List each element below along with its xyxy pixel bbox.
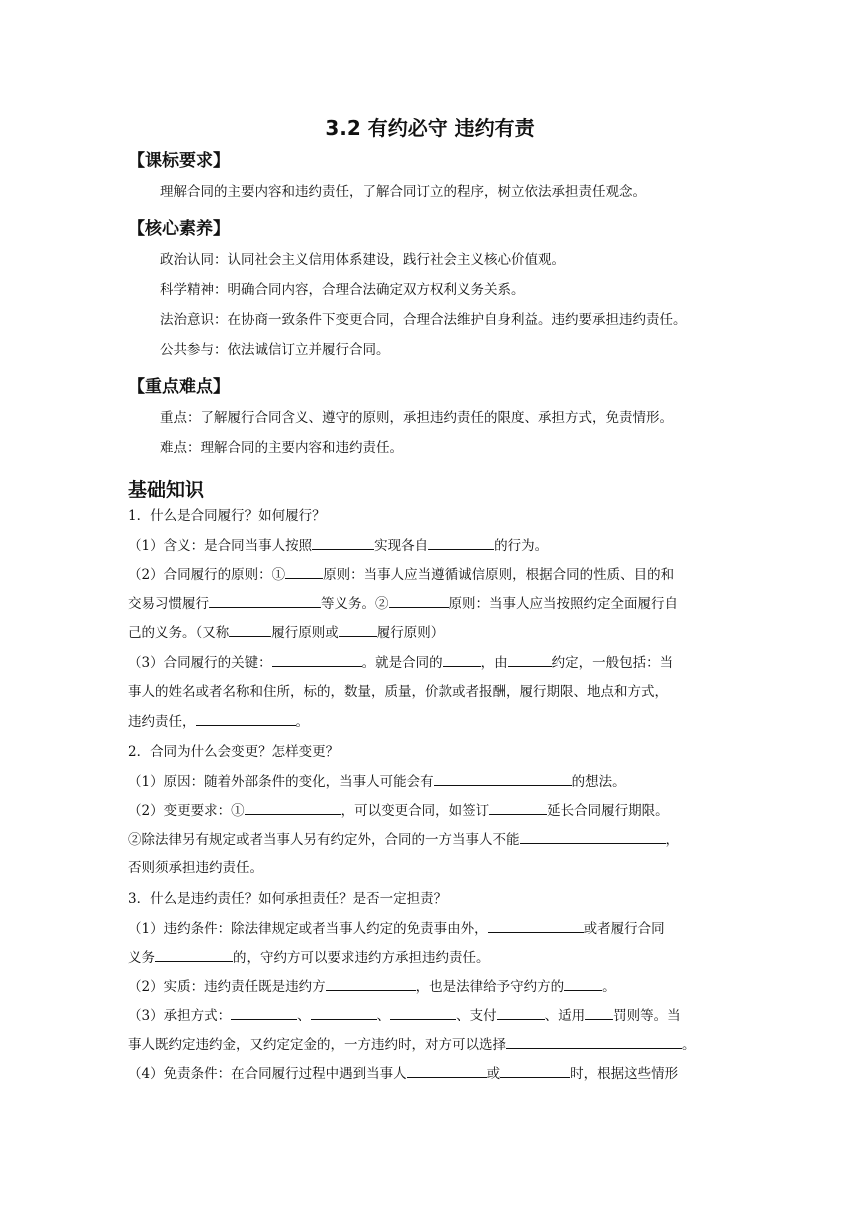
blank-field[interactable] bbox=[390, 1006, 456, 1020]
blank-field[interactable] bbox=[434, 772, 572, 786]
blank-field[interactable] bbox=[500, 1064, 570, 1078]
text: 实现各自 bbox=[374, 538, 429, 554]
text: 、 bbox=[376, 1008, 391, 1024]
section-heading-curriculum: 【课标要求】 bbox=[128, 151, 230, 171]
text-line bbox=[128, 977, 616, 996]
text: 、适用 bbox=[544, 1008, 586, 1024]
text: （2）变更要求：① bbox=[128, 803, 245, 819]
text: （3）合同履行的关键： bbox=[128, 655, 272, 671]
blank-field[interactable] bbox=[506, 1035, 682, 1049]
text-line bbox=[128, 948, 490, 967]
text: 。 bbox=[602, 979, 616, 995]
text-line bbox=[128, 1064, 678, 1083]
literacy-line: 法治意识：在协商一致条件下变更合同，合理合法维护自身利益。违约要承担违约责任。 bbox=[160, 312, 687, 328]
text: 履行原则） bbox=[376, 625, 445, 641]
text: ，由 bbox=[480, 655, 508, 671]
text: 违约责任， bbox=[128, 714, 196, 730]
text-line bbox=[128, 830, 679, 849]
text-line bbox=[128, 712, 309, 731]
curriculum-text: 理解合同的主要内容和违约责任，了解合同订立的程序，树立依法承担责任观念。 bbox=[160, 184, 646, 200]
blank-field[interactable] bbox=[508, 653, 552, 667]
text: 或 bbox=[486, 1066, 501, 1082]
text-line bbox=[128, 653, 673, 672]
text: 事人既约定违约金，又约定定金的，一方违约时，对方可以选择 bbox=[128, 1037, 506, 1053]
blank-field[interactable] bbox=[428, 536, 494, 550]
blank-field[interactable] bbox=[229, 623, 271, 637]
text: 时，根据这些情形 bbox=[570, 1066, 679, 1082]
text-line bbox=[128, 594, 678, 613]
question-2: 2．合同为什么会变更？怎样变更？ bbox=[128, 744, 340, 760]
blank-field[interactable] bbox=[389, 594, 449, 608]
blank-field[interactable] bbox=[231, 1006, 297, 1020]
text: ，可以变更合同，如签订 bbox=[340, 803, 490, 819]
text-line bbox=[128, 1006, 681, 1025]
text-line bbox=[128, 772, 626, 791]
blank-field[interactable] bbox=[443, 653, 481, 667]
text: （4）免责条件：在合同履行过程中遇到当事人 bbox=[128, 1066, 407, 1082]
text: （1）原因：随着外部条件的变化，当事人可能会有 bbox=[128, 774, 434, 790]
blank-field[interactable] bbox=[339, 623, 377, 637]
text: 履行原则或 bbox=[271, 625, 339, 641]
section-heading-basics: 基础知识 bbox=[128, 479, 205, 501]
text: 的行为。 bbox=[494, 538, 549, 554]
text: ②除法律另有规定或者当事人另有约定外，合同的一方当事人不能 bbox=[128, 832, 520, 848]
text: 。就是合同的 bbox=[361, 655, 443, 671]
text: （2）实质：违约责任既是违约方 bbox=[128, 979, 326, 995]
blank-field[interactable] bbox=[272, 653, 362, 667]
blank-field[interactable] bbox=[196, 712, 296, 726]
literacy-line: 政治认同：认同社会主义信用体系建设，践行社会主义核心价值观。 bbox=[160, 252, 565, 268]
text-line bbox=[128, 536, 548, 555]
text: （2）合同履行的原则：① bbox=[128, 567, 286, 583]
page-title: 3.2 有约必守 违约有责 bbox=[325, 116, 535, 140]
text: 交易习惯履行 bbox=[128, 596, 209, 612]
text: 义务 bbox=[128, 950, 155, 966]
text: 或者履行合同 bbox=[583, 921, 665, 937]
text: 己的义务。（又称 bbox=[128, 625, 230, 641]
text: 的想法。 bbox=[571, 774, 626, 790]
text-line bbox=[128, 919, 665, 938]
text: 、支付 bbox=[456, 1008, 497, 1024]
text: 原则：当事人应当按照约定全面履行自 bbox=[448, 596, 678, 612]
blank-field[interactable] bbox=[326, 977, 416, 991]
section-heading-key-points: 【重点难点】 bbox=[128, 377, 230, 397]
difficulty-line: 难点：理解合同的主要内容和违约责任。 bbox=[160, 440, 403, 456]
text-line bbox=[128, 1035, 696, 1054]
text: 罚则等。当 bbox=[613, 1008, 681, 1024]
text: 。 bbox=[295, 714, 309, 730]
blank-field[interactable] bbox=[209, 594, 321, 608]
text: （3）承担方式： bbox=[128, 1008, 232, 1024]
blank-field[interactable] bbox=[497, 1006, 545, 1020]
blank-field[interactable] bbox=[245, 801, 341, 815]
text-line bbox=[128, 623, 444, 642]
text: （1）含义：是合同当事人按照 bbox=[128, 538, 313, 554]
text-line bbox=[128, 801, 669, 820]
blank-field[interactable] bbox=[489, 801, 547, 815]
key-point-line: 重点：了解履行合同含义、遵守的原则，承担违约责任的限度、承担方式，免责情形。 bbox=[160, 410, 673, 426]
text: ， bbox=[665, 832, 679, 848]
text: 。 bbox=[682, 1037, 696, 1053]
text: 延长合同履行期限。 bbox=[547, 803, 669, 819]
text: 、 bbox=[297, 1008, 311, 1024]
text: 的，守约方可以要求违约方承担违约责任。 bbox=[233, 950, 490, 966]
text: 约定，一般包括：当 bbox=[551, 655, 674, 671]
text: 等义务。② bbox=[321, 596, 389, 612]
blank-field[interactable] bbox=[564, 977, 602, 991]
question-3: 3．什么是违约责任？如何承担责任？是否一定担责？ bbox=[128, 891, 448, 907]
text-line bbox=[128, 565, 674, 584]
blank-field[interactable] bbox=[285, 565, 323, 579]
blank-field[interactable] bbox=[312, 536, 374, 550]
blank-field[interactable] bbox=[488, 919, 584, 933]
blank-field[interactable] bbox=[311, 1006, 377, 1020]
blank-field[interactable] bbox=[585, 1006, 613, 1020]
section-heading-core-literacy: 【核心素养】 bbox=[128, 219, 230, 239]
text: ，也是法律给予守约方的 bbox=[415, 979, 565, 995]
blank-field[interactable] bbox=[407, 1064, 487, 1078]
literacy-line: 公共参与：依法诚信订立并履行合同。 bbox=[160, 342, 390, 358]
question-1: 1．什么是合同履行？如何履行？ bbox=[128, 508, 326, 524]
text-line: 否则须承担违约责任。 bbox=[128, 860, 263, 876]
literacy-line: 科学精神：明确合同内容，合理合法确定双方权利义务关系。 bbox=[160, 282, 525, 298]
text: （1）违约条件：除法律规定或者当事人约定的免责事由外， bbox=[128, 921, 488, 937]
blank-field[interactable] bbox=[155, 948, 233, 962]
blank-field[interactable] bbox=[520, 830, 666, 844]
text-line: 事人的姓名或者名称和住所，标的，数量，质量，价款或者报酬，履行期限、地点和方式， bbox=[128, 684, 668, 700]
text: 原则：当事人应当遵循诚信原则，根据合同的性质、目的和 bbox=[323, 567, 675, 583]
